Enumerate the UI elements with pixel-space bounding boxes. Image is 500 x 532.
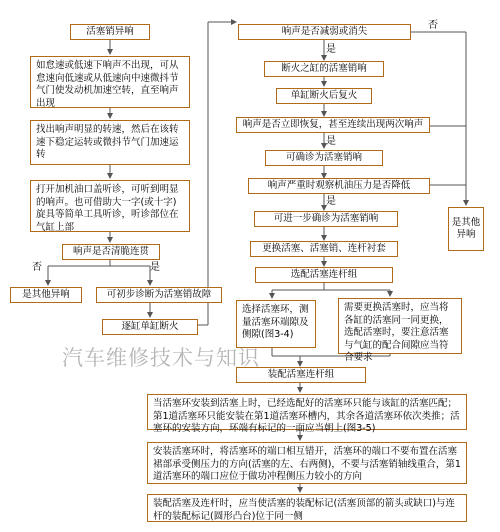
node-decision-oil-pressure: 响声严重时观察机油压力是否降低 (248, 178, 430, 194)
label-yes-2: 是 (326, 136, 336, 147)
node-preliminary-diagnosis: 可初步诊断为活塞销故障 (96, 287, 222, 303)
node-select-piston-rod: 选配活塞连杆组 (255, 267, 393, 283)
node-ring-install-note: 当活塞环安装到活塞上时，已经选配好的活塞环只能与该缸的活塞匹配；第1道活塞环只能安装在第1道活塞环槽内，其余各道活塞环依次类推；活塞环的安装方向，环端有标记的一面应当朝上(图3-5) (147, 394, 467, 430)
node-find-noise-speed: 找出响声明显的转速，然后在该转速下稳定运转或微抖节气门加速运转 (30, 120, 190, 165)
node-piston-pin-noise: 活塞销异响 (70, 24, 150, 40)
node-replace-parts: 更换活塞、活塞销、连杆衬套 (250, 241, 398, 257)
node-oil-cap-listen: 打开加机油口盖听诊，可听到明显的响声。也可借助大一字(或十字)旋具等简单工具听诊，听诊部位在气缸上部 (30, 180, 190, 232)
node-decision-crisp-continuous: 响声是否清脆连贯 (62, 244, 160, 260)
node-confirmed-pin-noise: 可确诊为活塞销响 (265, 150, 383, 166)
label-yes-1: 是 (326, 44, 336, 55)
node-assemble-piston-rod: 装配活塞连杆组 (236, 367, 366, 383)
watermark: 汽车维修技术与知识 (62, 346, 260, 370)
node-assembly-marks: 装配活塞及连杆时，应当使活塞的装配标记(活塞顶部的箭头或缺口)与连杆的装配标记(圆形凸台)位于同一侧 (147, 494, 467, 522)
node-refire-cylinder: 单缸断火后复火 (276, 88, 372, 104)
node-cutoff-cylinder-pin-noise: 断火之缸的活塞销响 (264, 61, 384, 77)
node-decision-noise-reduced: 响声是否减弱或消失 (238, 24, 411, 40)
node-cylinder-cutoff: 逐缸单缸断火 (102, 319, 198, 335)
label-yes-3: 是 (326, 196, 336, 207)
label-no-top: 否 (428, 20, 438, 31)
node-replace-pistons-note: 需要更换活塞时，应当将各缸的活塞同一同更换，选配活塞时，要注意活塞与气缸的配合间隙应当符合要求 (338, 298, 462, 354)
node-select-rings: 选择活塞环，测量活塞环端隙及侧隙(图3-4) (236, 300, 316, 348)
node-other-noise-right: 是其他异响 (448, 207, 484, 251)
node-other-noise-left: 是其他异响 (10, 287, 82, 303)
label-no-left: 否 (32, 262, 42, 273)
node-further-confirmed: 可进一步确诊为活塞销响 (254, 211, 398, 227)
label-yes-left: 是 (150, 262, 160, 273)
node-decision-immediate-recovery: 响声是否立即恢复，甚至连续出现两次响声 (236, 117, 430, 133)
node-accelerate-until-noise: 如怠速或低速下响声不出现，可从怠速向低速或从低速向中速微抖节气门使发动机加速空转，直至响声出现 (30, 56, 190, 108)
node-ring-gap-stagger: 安装活塞环时，将活塞环的端口相互错开，活塞环的端口不要布置在活塞裙部承受侧压力的方向(活塞的左、右两侧)，不要与活塞销轴线重合，第1道活塞环的端口应位于做功冲程侧压力较小的方向 (147, 442, 467, 484)
